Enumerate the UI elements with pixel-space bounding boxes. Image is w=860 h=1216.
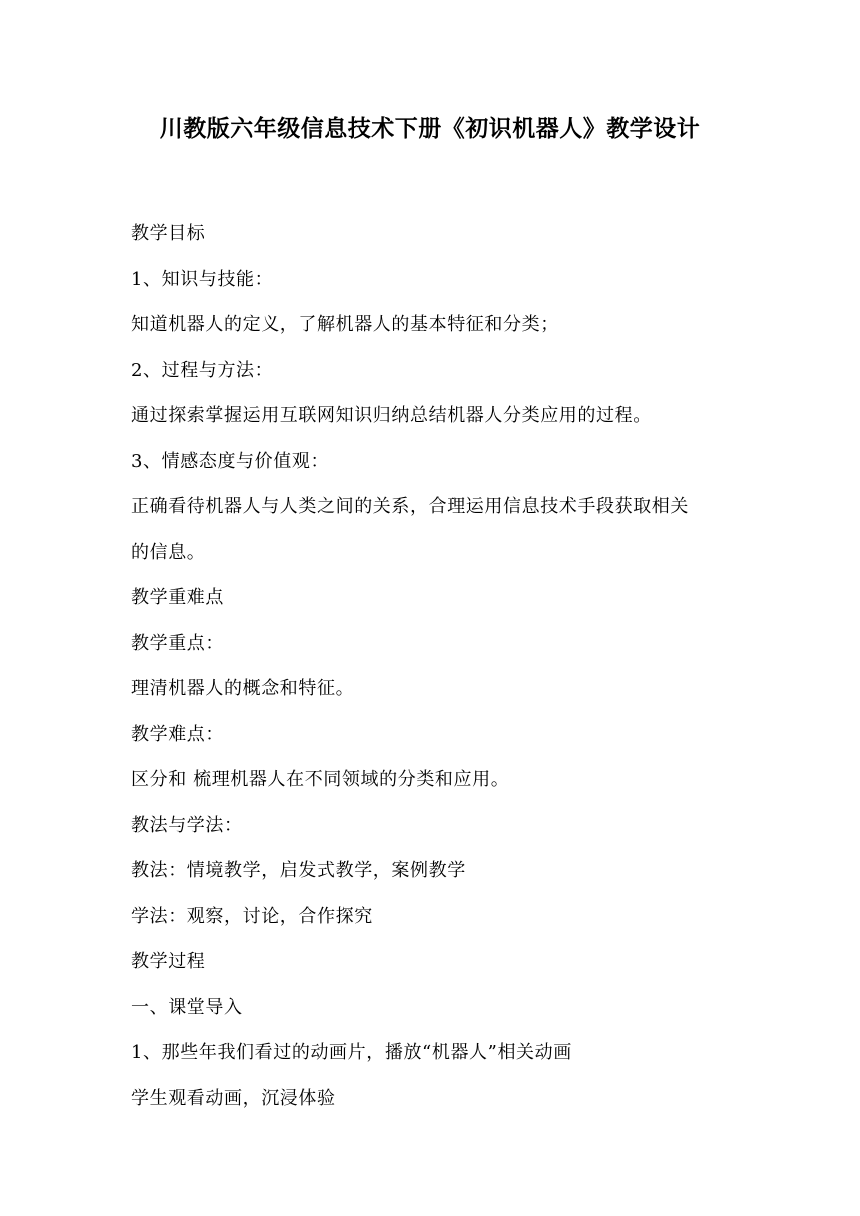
subheading-knowledge-skills: 1、知识与技能： bbox=[131, 268, 274, 290]
paragraph-line: 教法：情境教学，启发式教学，案例教学 bbox=[131, 860, 466, 881]
paragraph-line: 的信息。 bbox=[131, 541, 206, 563]
document-body bbox=[131, 211, 731, 1121]
paragraph-line: 学生观看动画，沉浸体验 bbox=[131, 1087, 336, 1109]
paragraph-line: 正确看待机器人与人类之间的关系，合理运用信息技术手段获取相关 bbox=[131, 496, 689, 517]
paragraph-line: 通过探索掌握运用互联网知识归纳总结机器人分类应用的过程。 bbox=[131, 405, 652, 426]
section-heading-teaching-goals: 教学目标 bbox=[131, 223, 206, 244]
paragraph-line: 学法：观察，讨论，合作探究 bbox=[131, 905, 373, 927]
paragraph-line: 理清机器人的概念和特征。 bbox=[131, 678, 355, 699]
paragraph-line: 知道机器人的定义，了解机器人的基本特征和分类； bbox=[131, 314, 559, 335]
paragraph-line: 1、那些年我们看过的动画片，播放“机器人”相关动画 bbox=[131, 1042, 572, 1063]
subheading-process-method: 2、过程与方法： bbox=[131, 359, 274, 381]
paragraph-line: 区分和 梳理机器人在不同领域的分类和应用。 bbox=[131, 769, 510, 790]
subheading-introduction: 一、课堂导入 bbox=[131, 996, 243, 1018]
subheading-difficulty: 教学难点： bbox=[131, 723, 224, 745]
subheading-key-point: 教学重点： bbox=[131, 632, 224, 654]
section-heading-process: 教学过程 bbox=[131, 951, 206, 972]
section-heading-methods: 教法与学法： bbox=[131, 814, 243, 836]
section-heading-key-points: 教学重难点 bbox=[131, 587, 224, 608]
document-title: 川教版六年级信息技术下册《初识机器人》教学设计 bbox=[159, 116, 701, 142]
subheading-attitude-values: 3、情感态度与价值观： bbox=[131, 450, 330, 472]
